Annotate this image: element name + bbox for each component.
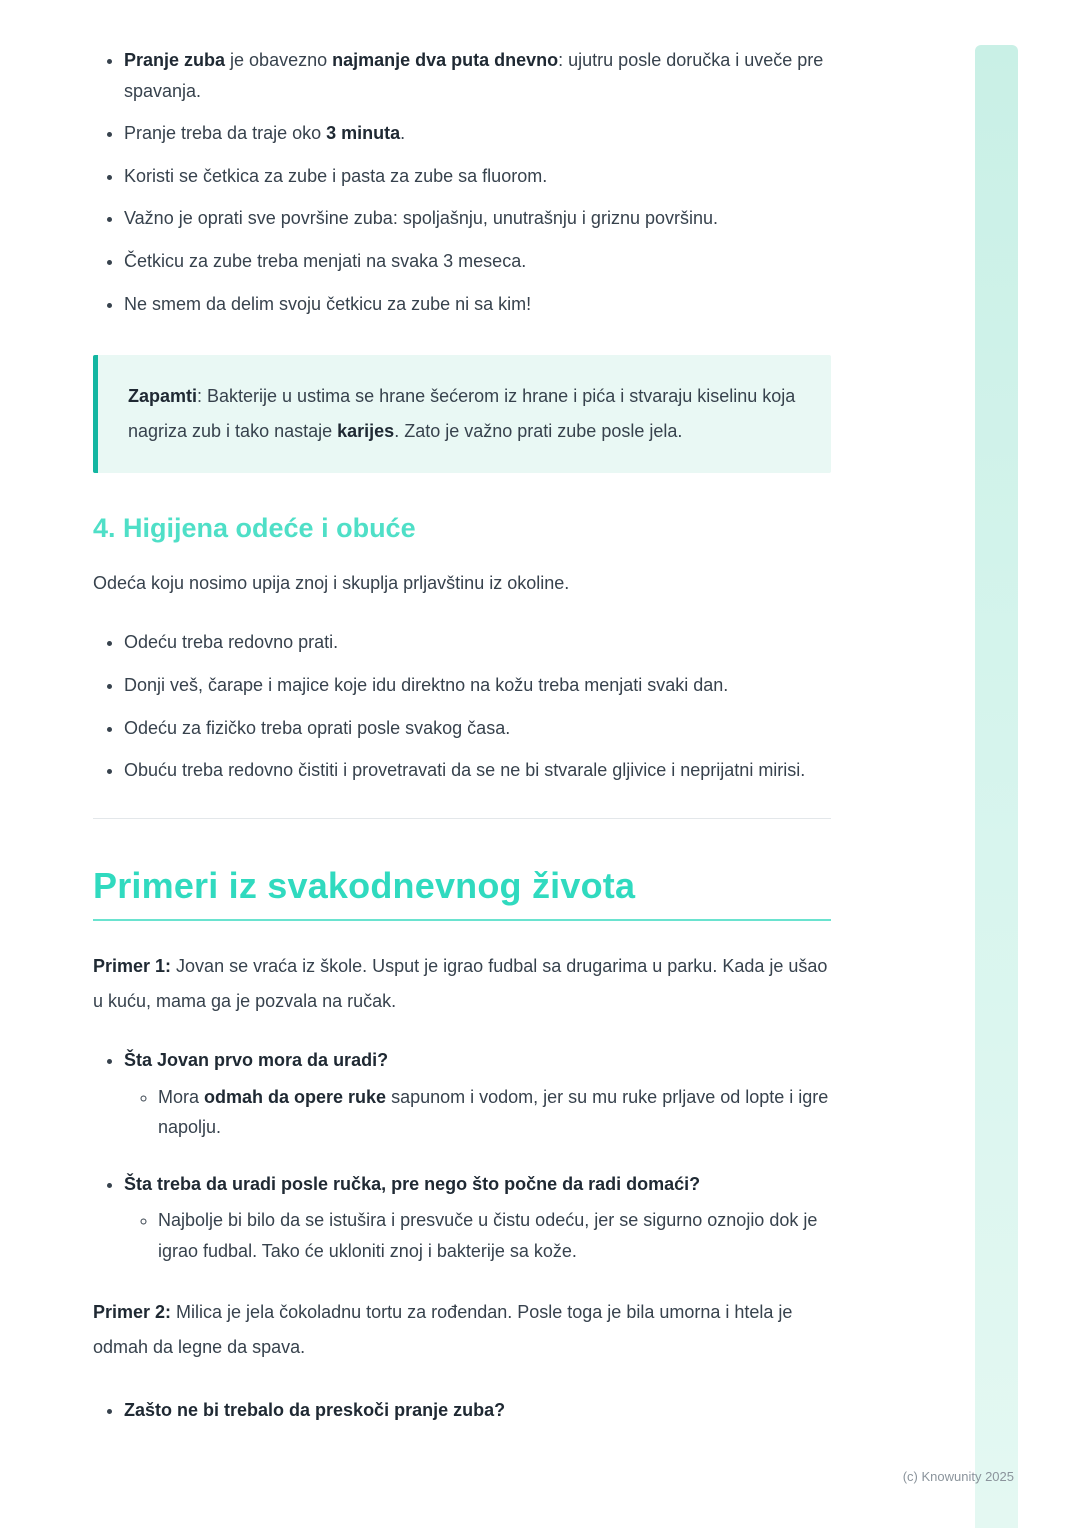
answer-list xyxy=(124,1082,831,1143)
section-4-intro: Odeća koju nosimo upija znoj i skuplja prljavštinu iz okoline. xyxy=(93,573,570,594)
question-item xyxy=(124,1045,831,1143)
teeth-hygiene-list xyxy=(93,45,831,319)
accent-side-band xyxy=(975,45,1018,1528)
primer-1-paragraph: Primer 1: Jovan se vraća iz škole. Usput je igrao fudbal sa drugarima u parku. Kada je ušao u kuću, mama ga je pozvala na ručak. xyxy=(93,955,828,1011)
watermark: (c) Knowunity 2025 xyxy=(902,1469,1014,1484)
question-item: • Zašto ne bi trebalo da preskoči pranje zuba? xyxy=(124,1395,831,1426)
callout-text: Zapamti: Bakterije u ustima se hrane šećerom iz hrane i pića i stvaraju kiselinu koja nagriza zub i tako nastaje karijes. Zato je važno prati zube posle jela. xyxy=(128,386,796,442)
answer-text: ◦ Mora odmah da opere ruke sapunom i vodom, jer su mu ruke prljave od lopte i igre napolju. xyxy=(158,1086,829,1138)
clothing-hygiene-list xyxy=(93,627,831,785)
list-item: • Važno je oprati sve površine zuba: spoljašnju, unutrašnju i griznu površinu. xyxy=(124,203,831,234)
section-4-title: 4. Higijena odeće i obuće xyxy=(93,513,416,544)
answer-item xyxy=(158,1082,831,1143)
list-item: • Četkicu za zube treba menjati na svaka 3 meseca. xyxy=(124,246,831,277)
section-divider xyxy=(93,818,831,819)
examples-title: Primeri iz svakodnevnog života xyxy=(93,864,636,906)
question-text: • Šta Jovan prvo mora da uradi? xyxy=(124,1050,389,1070)
answer-text: ◦ Najbolje bi bilo da se istušira i presvuče u čistu odeću, jer se sigurno oznojio dok je igrao fudbal. Tako će ukloniti znoj i bakterije sa kože. xyxy=(158,1210,818,1261)
qa-list xyxy=(93,1045,831,1267)
examples-title-underline xyxy=(93,919,831,921)
list-item: • Odeću za fizičko treba oprati posle svakog časa. xyxy=(124,713,831,744)
callout-zapamti xyxy=(93,355,831,473)
answer-item xyxy=(158,1205,831,1266)
document-content xyxy=(93,45,831,1425)
list-item: • Odeću treba redovno prati. xyxy=(124,627,831,658)
final-question-list xyxy=(93,1395,831,1426)
list-item: • Obuću treba redovno čistiti i provetravati da se ne bi stvarale gljivice i neprijatni mirisi. xyxy=(124,755,831,786)
question-item xyxy=(124,1169,831,1267)
question-text: • Šta treba da uradi posle ručka, pre nego što počne da radi domaći? xyxy=(124,1173,701,1194)
list-item: • Ne smem da delim svoju četkicu za zube ni sa kim! xyxy=(124,289,831,320)
list-item: • Donji veš, čarape i majice koje idu direktno na kožu treba menjati svaki dan. xyxy=(124,670,831,701)
list-item: • Koristi se četkica za zube i pasta za zube sa fluorom. xyxy=(124,161,831,192)
list-item: • Pranje treba da traje oko 3 minuta. xyxy=(124,118,831,149)
primer-2-paragraph: Primer 2: Milica je jela čokoladnu tortu za rođendan. Posle toga je bila umorna i htela je odmah da legne da spava. xyxy=(93,1301,793,1357)
answer-list xyxy=(124,1205,831,1266)
list-item: • Pranje zuba je obavezno najmanje dva puta dnevno: ujutru posle doručka i uveče pre spavanja. xyxy=(124,45,831,106)
